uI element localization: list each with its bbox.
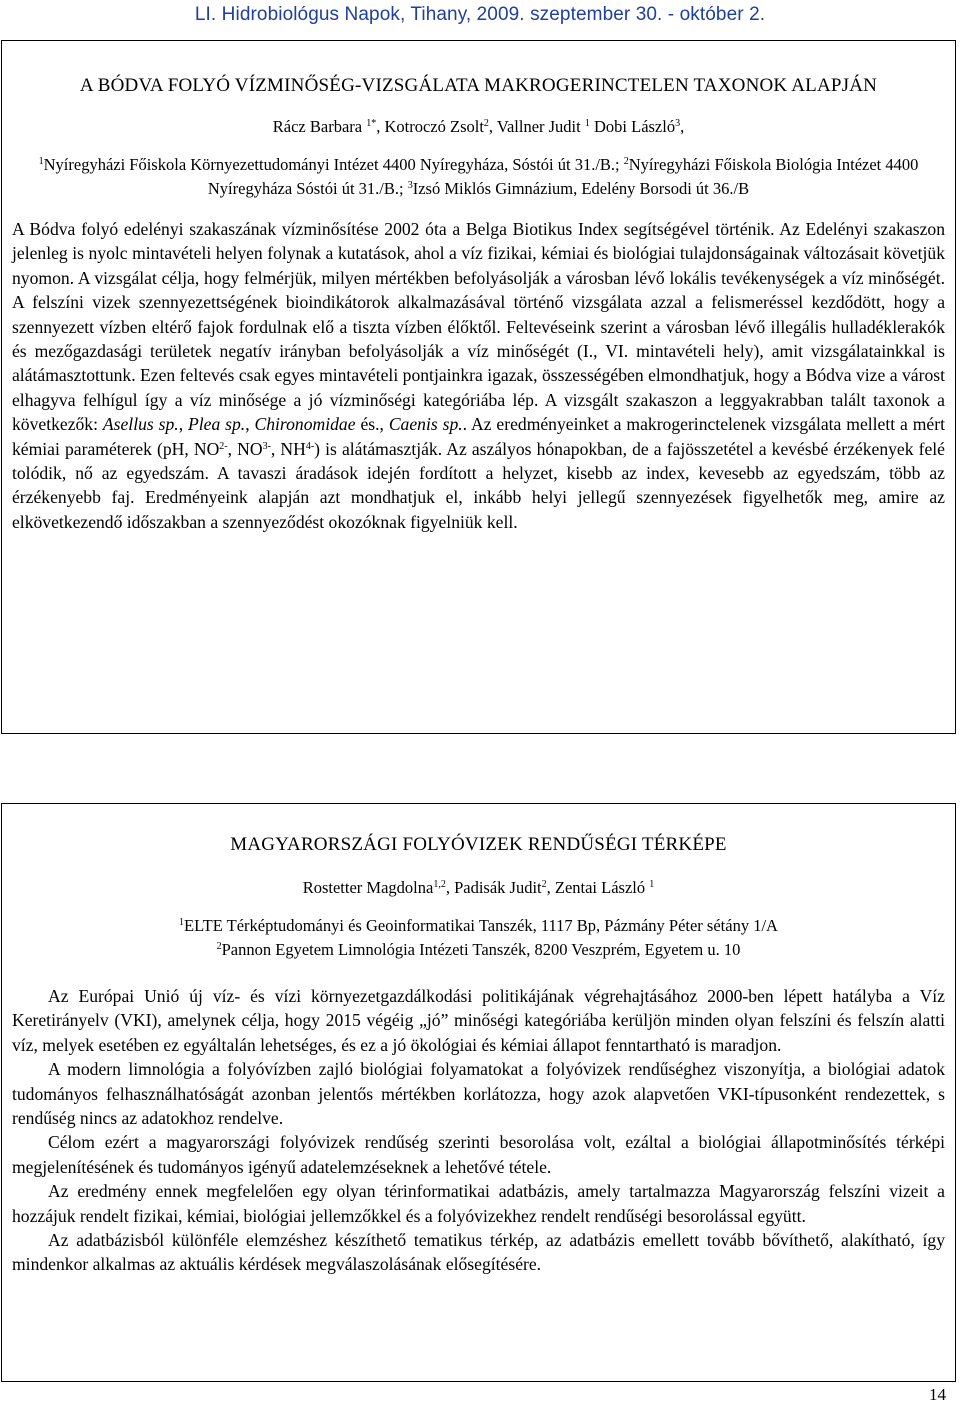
author-name: Dobi László <box>593 117 676 136</box>
affil-sup: 3 <box>407 180 413 191</box>
author-name: Zentai László <box>554 878 646 897</box>
abstract-1-title: A BÓDVA FOLYÓ VÍZMINŐSÉG-VIZSGÁLATA MAKROGERINCTELEN TAXONOK ALAPJÁN <box>79 75 878 96</box>
abstract-2-authors: Rostetter Magdolna$^{1,2}$, Padisák Judit$^2$, Zentai László $^1$ <box>302 878 655 897</box>
conference-header: LI. Hidrobiológus Napok, Tihany, 2009. szeptember 30. - október 2. <box>194 4 766 25</box>
body-text: A Bódva folyó edelényi szakaszának vízminősítése 2002 óta a Belga Biotikus Index segítségével történik. Az Edelényi szakaszon jelenleg is nyolc mintavételi helyen folynak a kutatások, ahol a víz fizikai, kémiai és biológiai tulajdonságainak változásait követjük nyomon. A vizsgálat célja, hogy felmérjük, milyen mértékben befolyásolják a városban lévő lokális tevékenységek a víz minőségét. A felszíni vizek szennyezettségének bioindikátorok alkalmazásával történő vizsgálata azzal a felismeréssel kezdődött, hogy a szennyezett vízben eltérő fajok fordulnak elő a tiszta vízben élőktől. Feltevéseink szerint a városban lévő illegális hulladéklerakók és mezőgazdasági területek negatív irányban befolyásolják a víz minőségét (I., VI. mintavételi hely), amit vizsgálatainkkal is alátámasztottunk. Ezen feltevés csak egyes mintavételi pontjainkra igazak, összességében elmondhatjuk, hogy a Bódva vize a várost elhagyva felhígul így a víz minősége a jó vízminőségi kategóriába lép. A vizsgált szakaszon a leggyakrabban talált taxonok a következők: <box>12 219 945 435</box>
chem-sup: 4- <box>305 440 315 452</box>
taxon: Asellus sp. <box>102 414 179 435</box>
separator: , <box>245 414 255 435</box>
body-text: , NO <box>227 438 263 459</box>
affiliation-text: Nyíregyházi Főiskola Biológia Intézet 4400 Nyíregyháza Sóstói út 31./B.; <box>207 155 919 198</box>
author-sup: 3 <box>675 118 681 129</box>
abstract-2-affiliations <box>2 914 955 962</box>
author-sup: 1,2 <box>433 879 446 890</box>
author-sup: 1 <box>584 118 590 129</box>
paragraph: Az eredmény ennek megfelelően egy olyan térinformatikai adatbázis, amely tartalmazza Magyarország felszíni vizeit a hozzájuk rendelt fizikai, kémiai, biológiai jellemzőkkel és a folyóvizekhez rendelt rendűségi besorolással együtt. <box>12 1181 945 1226</box>
affiliation-text: ELTE Térképtudományi és Geoinformatikai Tanszék, 1117 Bp, Pázmány Péter sétány 1/A <box>184 916 778 935</box>
paragraph: A modern limnológia a folyóvízben zajló biológiai folyamatokat a folyóvizek rendűséghez viszonyítja, a biológiai adatok tudományos felhasználhatóságát azonban jelentős mértékben korlátozza, hogy azok alapvetően VKI-típusonként rendezettek, s rendűség nincs az adatokhoz rendelve. <box>12 1059 945 1129</box>
abstract-box-1 <box>1 40 956 734</box>
author-name: Kotroczó Zsolt <box>384 117 484 136</box>
paragraph: Az adatbázisból különféle elemzéshez készíthető tematikus térkép, az adatbázis emellett tovább bővíthető, alakítható, így mindenkor alkalmas az aktuális kérdések megválaszolásának elősegítésére. <box>12 1230 945 1275</box>
affil-sup: 1 <box>38 156 44 167</box>
author-name: Vallner Judit <box>496 117 581 136</box>
abstract-box-2 <box>1 803 956 1382</box>
affiliation-line <box>2 914 955 938</box>
paragraph: Célom ezért a magyarországi folyóvizek rendűség szerinti besorolása volt, ezáltal a biológiai állapotminősítés térképi megjelenítésének és tudományos igényű adatelemzéseknek a lehetővé tétele. <box>12 1132 945 1177</box>
affil-sup: 1 <box>179 917 185 928</box>
separator: és., <box>355 414 389 435</box>
affiliation-text: Pannon Egyetem Limnológia Intézeti Tanszék, 8200 Veszprém, Egyetem u. 10 <box>221 940 741 959</box>
affiliation-line <box>2 938 955 962</box>
body-text: , NH <box>270 438 306 459</box>
author-sup: 2 <box>541 879 547 890</box>
abstract-1-authors: Rácz Barbara $^{1*}$, Kotroczó Zsolt$^2$, Vallner Judit $^1$ Dobi László$^3$, <box>272 117 685 136</box>
paragraph: Az Európai Unió új víz- és vízi környezetgazdálkodási politikájának végrehajtásához 2000-ben lépett hatályba a Víz Keretirányelv (VKI), amelynek célja, hogy 2015 végéig „jó” minőségi kategóriába kerüljön minden olyan felszíni és felszín alatti víz, melyek esetében ez egyáltalán lehetséges, és ez a jó ökológiai és kémiai állapot fenntartható is maradjon. <box>12 986 945 1055</box>
body-text: ) is alátámasztják. Az aszályos hónapokban, de a fajösszetétel a kevésbé érzékenyek felé tolódik, nő az egyedszám. A tavaszi áradások idején fordított a helyzet, kisebb az index, kevesebb az egyedszám, több az érzékenyebb faj. Eredményeink alapján azt mondhatjuk el, inkább helyi jellegű szennyezések figyelhetők meg, amire az elkövetkezendő időszakban a szennyeződést okozóknak figyelniük kell. <box>12 438 945 532</box>
taxon: Caenis sp. <box>388 414 463 435</box>
author-sup: 2 <box>483 118 489 129</box>
affiliation-text: Izsó Miklós Gimnázium, Edelény Borsodi út 36./B <box>412 179 750 198</box>
taxon: Chironomidae <box>254 414 356 435</box>
page-number: 14 <box>929 1385 946 1404</box>
author-name: Rostetter Magdolna <box>302 878 434 897</box>
author-name: Rácz Barbara <box>272 117 363 136</box>
affiliation-text: Nyíregyházi Főiskola Környezettudományi Intézet 4400 Nyíregyháza, Sóstói út 31./B.; <box>43 155 624 174</box>
abstract-1-affiliations <box>2 153 955 201</box>
body-text: Az eredményeinket a makrogerinctelenek vizsgálata mellett a mért kémiai paraméterek (pH, NO <box>12 414 945 459</box>
author-sup: 1 <box>649 879 655 890</box>
separator: , <box>178 414 188 435</box>
affil-sup: 2 <box>623 156 629 167</box>
abstract-2-body <box>2 984 955 1277</box>
author-name: Padisák Judit <box>454 878 542 897</box>
abstract-2-title: MAGYARORSZÁGI FOLYÓVIZEK RENDŰSÉGI TÉRKÉPE <box>230 834 727 855</box>
abstract-1-body: A Bódva folyó edelényi szakaszának vízminősítése 2002 óta a Belga Biotikus Index segítségével történik. Az Edelényi szakaszon jelenleg is nyolc mintavételi helyen folynak a kutatások, ahol a víz fizikai, kémiai és biológiai tulajdonságainak változásait követjük nyomon. A vizsgálat célja, hogy felmérjük, milyen mértékben befolyásolják a városban lévő lokális tevékenységek a víz minőségét. A felszíni vizek szennyezettségének bioindikátorok alkalmazásával történő vizsgálata azzal a felismeréssel kezdődött, hogy a szennyezett vízben eltérő fajok fordulnak elő a tiszta vízben élőktől. Feltevéseink szerint a városban lévő illegális hulladéklerakók és mezőgazdasági területek negatív irányban befolyásolják a víz minőségét (I., VI. mintavételi hely), amit vizsgálatainkkal is alátámasztottunk. Ezen feltevés csak egyes mintavételi pontjainkra igazak, összességében elmondhatjuk, hogy a Bódva vize a várost elhagyva felhígul így a víz minősége a jó vízminőségi kategóriába lép. A vizsgált szakaszon a leggyakrabban talált taxonok a következők: Asellus sp., Plea sp., Chironomidae és., Caenis sp.. Az eredményeinket a makrogerinctelenek vizsgálata mellett a mért kémiai paraméterek (pH, $NO^{2-}$, $NO^{3-}$, $NH^{4-}$) is alátámasztják. Az aszályos hónapokban, de a fajösszetétel a kevésbé érzékenyek felé tolódik, nő az egyedszám. A tavaszi áradások idején fordított a helyzet, kisebb az index, kevesebb az egyedszám, több az érzékenyebb faj. Eredményeink alapján azt mondhatjuk el, inkább helyi jellegű szennyezések figyelhetők meg, amire az elkövetkezendő időszakban a szennyeződést okozóknak figyelniük kell. <box>12 219 945 532</box>
taxon: Plea sp. <box>188 414 246 435</box>
chem-sup: 3- <box>262 440 271 452</box>
affil-sup: 2 <box>216 941 222 952</box>
chem-sup: 2- <box>219 440 228 452</box>
author-sup: 1* <box>366 118 377 129</box>
